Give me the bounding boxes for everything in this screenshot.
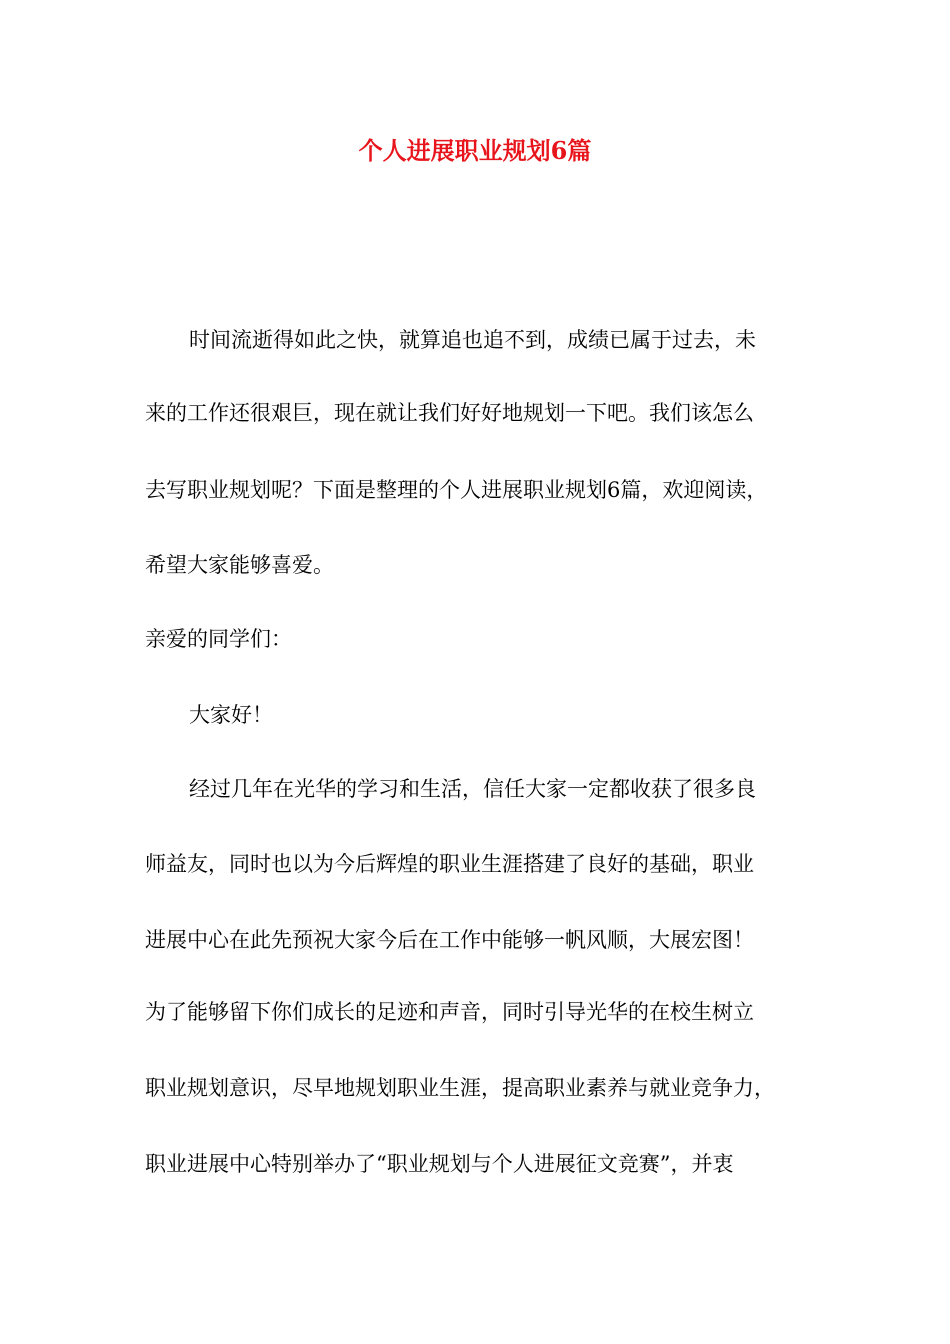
paragraph-line: 来的工作还很艰巨，现在就让我们好好地规划一下吧。我们该怎么 (145, 401, 754, 425)
paragraph-line: 为了能够留下你们成长的足迹和声音，同时引导光华的在校生树立 (145, 1000, 754, 1024)
document-title: 个人进展职业规划6篇 (358, 136, 592, 165)
paragraph-line: 希望大家能够喜爱。 (145, 553, 334, 577)
greeting-line: 大家好！ (189, 703, 273, 727)
paragraph-line: 职业进展中心特别举办了“职业规划与个人进展征文竞赛”，并衷 (145, 1152, 734, 1176)
paragraph-line: 师益友，同时也以为今后辉煌的职业生涯搭建了良好的基础，职业 (145, 852, 754, 876)
paragraph-line: 去写职业规划呢？下面是整理的个人进展职业规划6篇，欢迎阅读， (145, 478, 768, 502)
paragraph-line: 经过几年在光华的学习和生活，信任大家一定都收获了很多良 (189, 777, 756, 801)
paragraph-line: 进展中心在此先预祝大家今后在工作中能够一帆风顺，大展宏图！ (145, 928, 754, 952)
paragraph-line: 职业规划意识，尽早地规划职业生涯，提高职业素养与就业竞争力， (145, 1076, 775, 1100)
paragraph-line: 时间流逝得如此之快，就算追也追不到，成绩已属于过去，未 (189, 328, 756, 352)
salutation-line: 亲爱的同学们： (145, 627, 292, 651)
